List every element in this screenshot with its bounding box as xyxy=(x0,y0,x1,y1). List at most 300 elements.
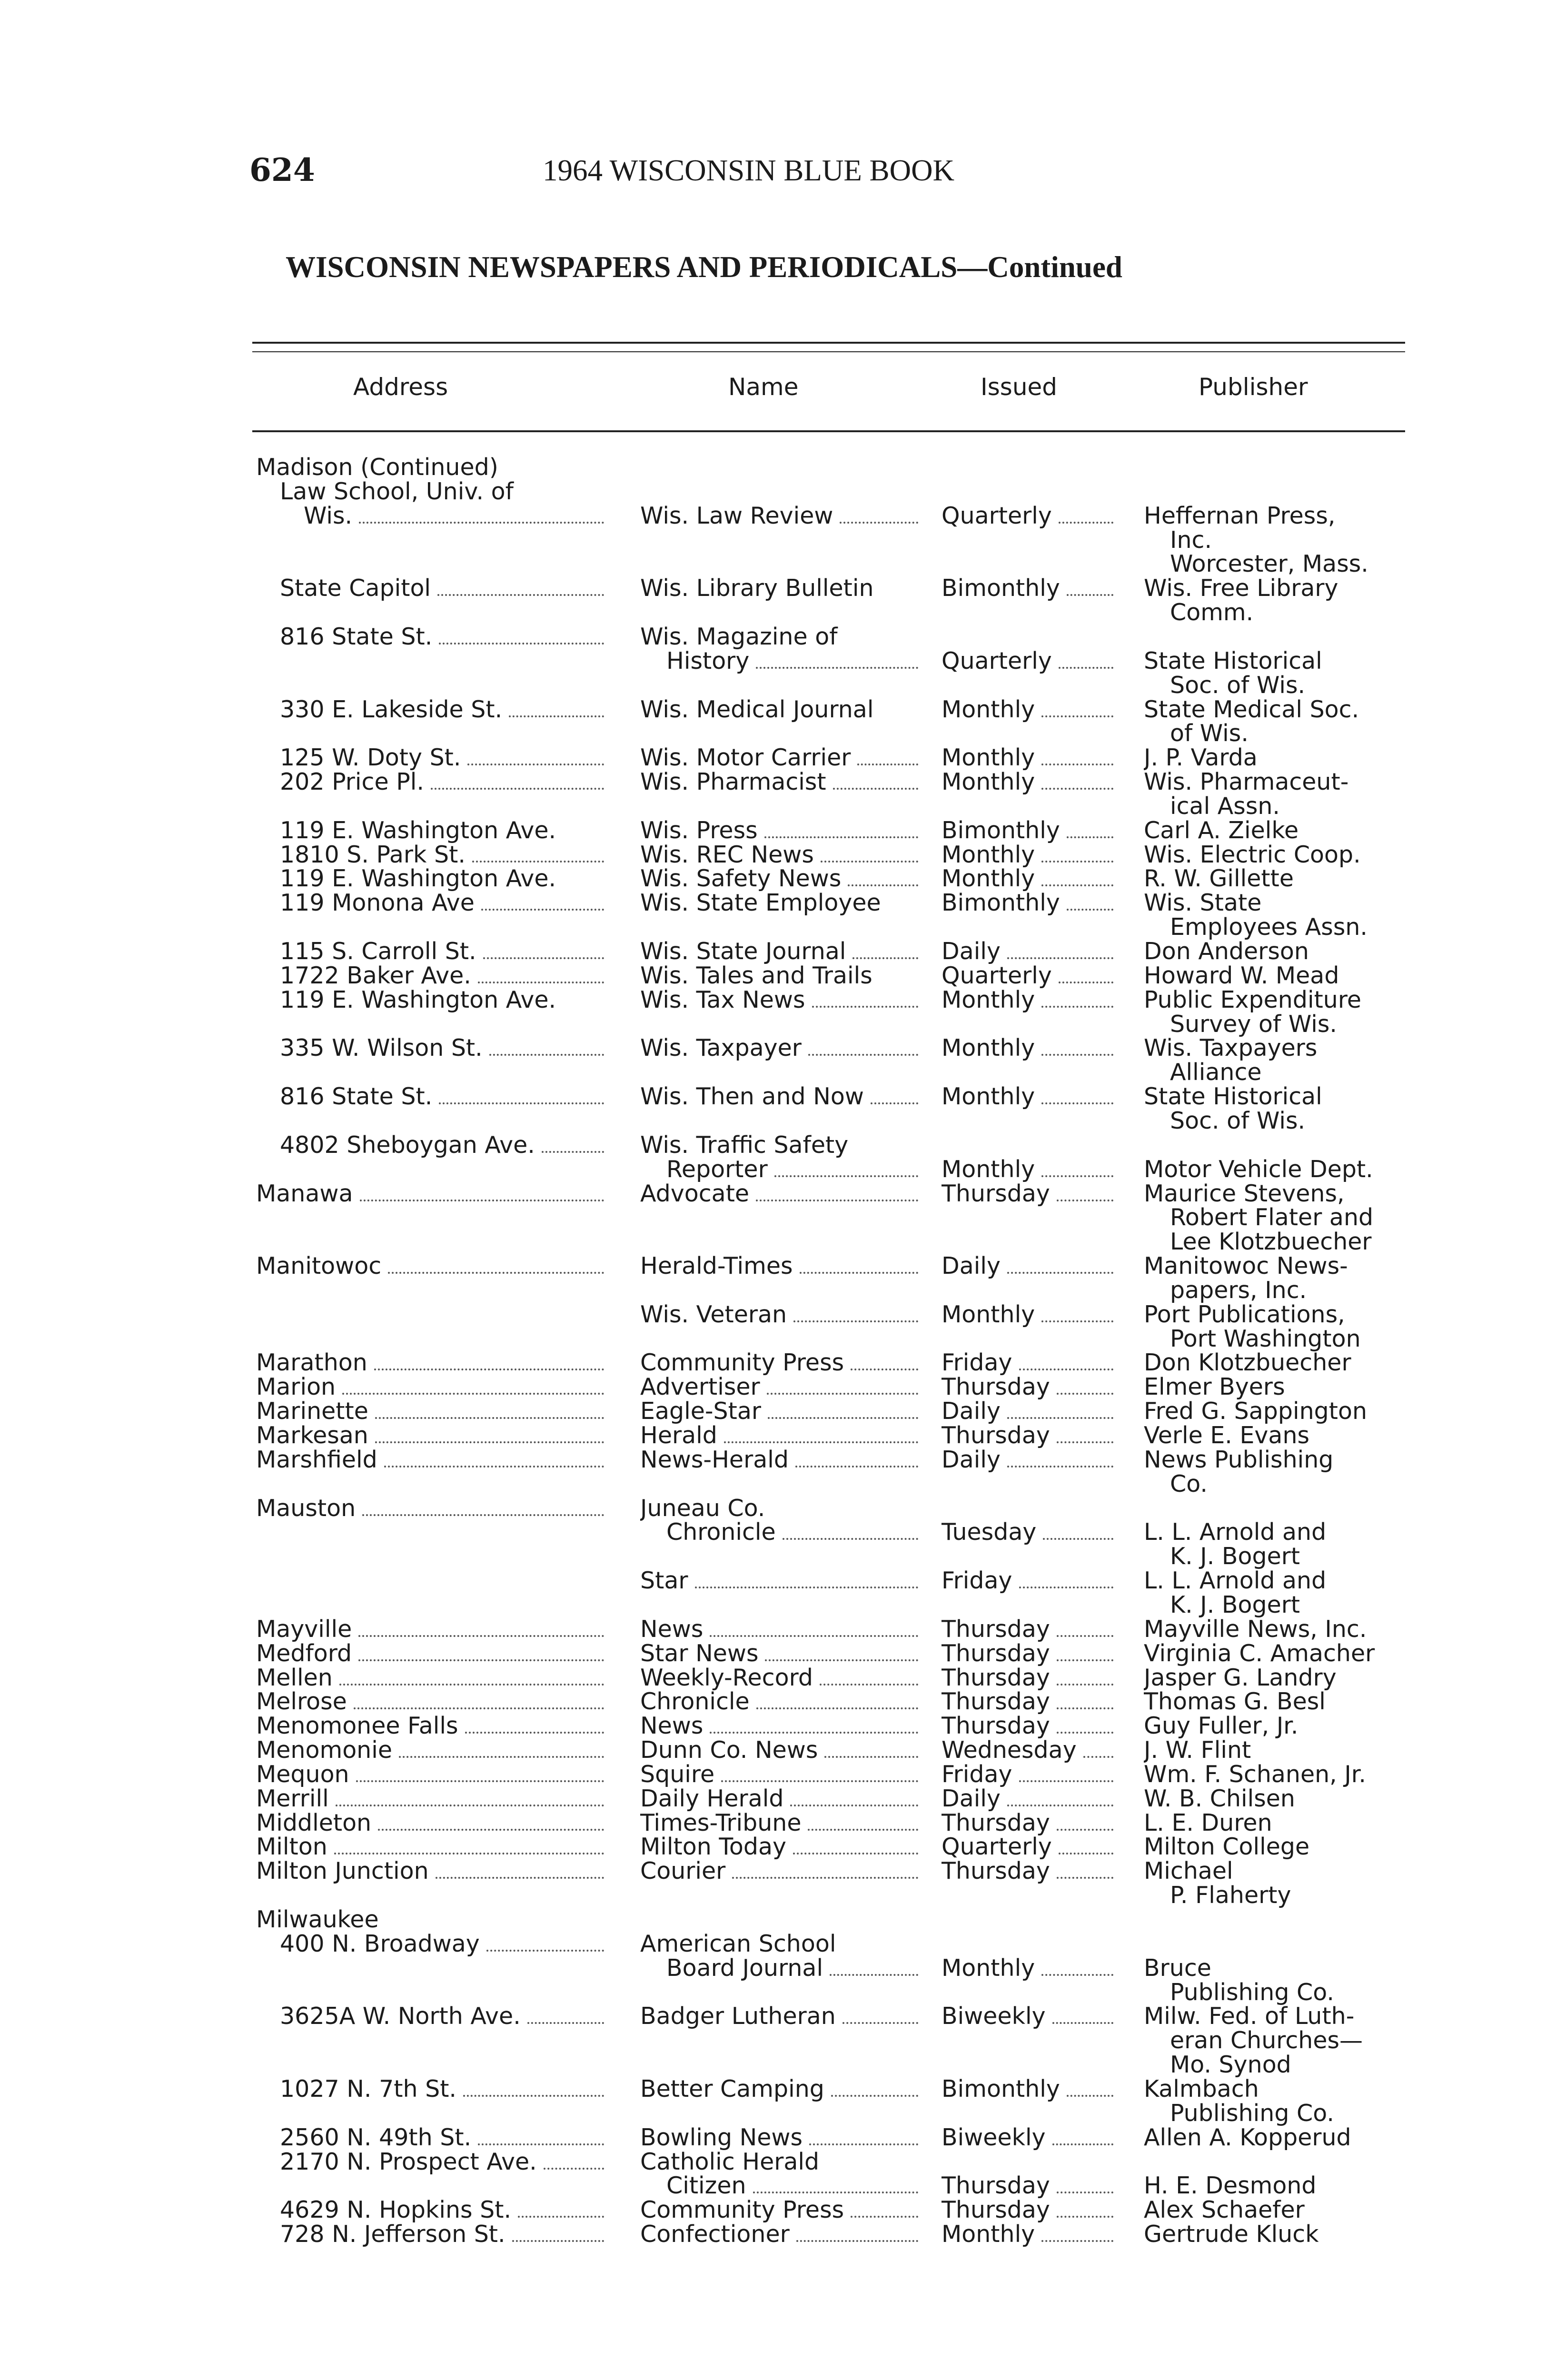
name-cell: Weekly-Record xyxy=(640,1665,921,1691)
name-cell: Citizen xyxy=(666,2173,921,2199)
dot-leader xyxy=(1059,662,1113,669)
dot-leader xyxy=(1007,952,1113,959)
name-cell: Wis. REC News xyxy=(640,842,921,868)
dot-leader xyxy=(1067,2090,1113,2097)
issued-cell: Wednesday xyxy=(941,1737,1116,1763)
dot-leader xyxy=(1041,1098,1113,1104)
dot-leader xyxy=(1059,517,1113,524)
address-cell: Marion xyxy=(256,1374,607,1400)
dot-leader xyxy=(1067,904,1113,911)
dot-leader xyxy=(824,1751,918,1758)
publisher-cell: Soc. of Wis. xyxy=(1170,1108,1306,1134)
issued-cell: Thursday xyxy=(941,1423,1116,1448)
name-cell: News xyxy=(640,1713,921,1739)
publisher-cell: Motor Vehicle Dept. xyxy=(1144,1156,1373,1182)
address-cell: 335 W. Wilson St. xyxy=(280,1035,607,1061)
publisher-cell: Guy Fuller, Jr. xyxy=(1144,1713,1298,1739)
dot-leader xyxy=(800,1267,918,1274)
address-cell: 1810 S. Park St. xyxy=(280,842,607,868)
name-cell: Eagle-Star xyxy=(640,1398,921,1424)
address-cell: State Capitol xyxy=(280,575,607,601)
name-cell: Wis. Safety News xyxy=(640,866,921,892)
name-cell: Star News xyxy=(640,1641,921,1666)
issued-cell: Daily xyxy=(941,1398,1116,1424)
publisher-cell: Elmer Byers xyxy=(1144,1374,1285,1400)
name-cell: Advertiser xyxy=(640,1374,921,1400)
issued-cell: Monthly xyxy=(941,1035,1116,1061)
publisher-cell: L. E. Duren xyxy=(1144,1810,1272,1836)
issued-cell: Monthly xyxy=(941,697,1116,723)
dot-leader xyxy=(790,1800,918,1806)
dot-leader xyxy=(768,1412,918,1419)
name-cell: Dunn Co. News xyxy=(640,1737,921,1763)
issued-cell: Thursday xyxy=(941,1810,1116,1836)
dot-leader xyxy=(1043,1533,1113,1540)
name-cell: Community Press xyxy=(640,1350,921,1376)
page-number: 624 xyxy=(249,151,315,188)
dot-leader xyxy=(852,952,918,959)
dot-leader xyxy=(362,1509,604,1516)
publisher-cell: J. P. Varda xyxy=(1144,745,1258,771)
issued-cell: Thursday xyxy=(941,2173,1116,2199)
dot-leader xyxy=(1052,2139,1113,2145)
publisher-cell: Heffernan Press, xyxy=(1144,503,1336,529)
dot-leader xyxy=(1057,1872,1113,1879)
name-cell: Wis. Traffic Safety xyxy=(640,1132,849,1158)
dot-leader xyxy=(509,711,604,717)
dot-leader xyxy=(833,783,918,790)
dot-leader xyxy=(812,1001,919,1008)
dot-leader xyxy=(542,1146,604,1153)
publisher-cell: Co. xyxy=(1170,1471,1208,1497)
issued-cell: Monthly xyxy=(941,1302,1116,1328)
dot-leader xyxy=(478,2139,604,2145)
publisher-cell: of Wis. xyxy=(1170,721,1249,747)
name-cell: Wis. State Journal xyxy=(640,939,921,964)
publisher-cell: Wis. Free Library xyxy=(1144,575,1338,602)
name-cell: Wis. Taxpayer xyxy=(640,1035,921,1061)
dot-leader xyxy=(1067,589,1113,596)
dot-leader xyxy=(842,2017,918,2024)
name-cell: Star xyxy=(640,1568,921,1594)
publisher-cell: R. W. Gillette xyxy=(1144,866,1294,892)
dot-leader xyxy=(1019,1775,1113,1782)
dot-leader xyxy=(1041,759,1113,765)
name-cell: Wis. Law Review xyxy=(640,503,921,529)
dot-leader xyxy=(1041,1969,1113,1976)
dot-leader xyxy=(1052,2017,1113,2024)
publisher-cell: Milton College xyxy=(1144,1834,1310,1860)
dot-leader xyxy=(831,2090,918,2097)
dot-leader xyxy=(1057,1679,1113,1686)
dot-leader xyxy=(342,1388,604,1395)
dot-leader xyxy=(1041,1049,1113,1056)
address-cell: 2170 N. Prospect Ave. xyxy=(280,2149,607,2175)
address-cell: Law School, Univ. of xyxy=(280,478,514,505)
address-cell: 4802 Sheboygan Ave. xyxy=(280,1132,607,1158)
address-cell: 2560 N. 49th St. xyxy=(280,2125,607,2151)
address-cell: Mequon xyxy=(256,1762,607,1787)
publisher-cell: W. B. Chilsen xyxy=(1144,1785,1295,1812)
dot-leader xyxy=(695,1582,919,1588)
publisher-cell: ical Assn. xyxy=(1170,793,1280,819)
publisher-cell: Bruce xyxy=(1144,1955,1211,1981)
address-cell: 1027 N. 7th St. xyxy=(280,2076,607,2102)
name-cell: Catholic Herald xyxy=(640,2149,820,2175)
publisher-cell: Don Klotzbuecher xyxy=(1144,1350,1351,1376)
publisher-cell: Inc. xyxy=(1170,527,1212,553)
column-header-name: Name xyxy=(728,373,799,401)
dot-leader xyxy=(465,1727,604,1734)
issued-cell: Thursday xyxy=(941,1374,1116,1400)
issued-cell: Monthly xyxy=(941,1955,1116,1981)
dot-leader xyxy=(796,2235,918,2242)
name-cell: Herald xyxy=(640,1423,921,1448)
issued-cell: Daily xyxy=(941,1253,1116,1279)
publisher-cell: Soc. of Wis. xyxy=(1170,672,1306,698)
publisher-cell: Manitowoc News- xyxy=(1144,1253,1348,1279)
dot-leader xyxy=(483,952,604,959)
dot-leader xyxy=(1019,1364,1113,1370)
column-header-publisher: Publisher xyxy=(1199,373,1308,401)
issued-cell: Daily xyxy=(941,1786,1116,1812)
dot-leader xyxy=(840,517,918,524)
name-cell: Wis. Then and Now xyxy=(640,1084,921,1110)
dot-leader xyxy=(793,1316,918,1322)
publisher-cell: Jasper G. Landry xyxy=(1144,1665,1337,1691)
dot-leader xyxy=(851,2211,918,2218)
address-cell: Manitowoc xyxy=(256,1253,607,1279)
dot-leader xyxy=(1041,880,1113,886)
dot-leader xyxy=(732,1872,918,1879)
address-cell: 119 E. Washington Ave. xyxy=(280,817,556,843)
name-cell: Wis. Tax News xyxy=(640,987,921,1013)
publisher-cell: State Historical xyxy=(1144,648,1322,674)
dot-leader xyxy=(848,880,918,886)
issued-cell: Bimonthly xyxy=(941,2076,1116,2102)
publisher-cell: Virginia C. Amacher xyxy=(1144,1640,1375,1666)
name-cell: Better Camping xyxy=(640,2076,921,2102)
address-cell: Milton xyxy=(256,1834,607,1860)
publisher-cell: Wis. Taxpayers xyxy=(1144,1035,1318,1061)
issued-cell: Quarterly xyxy=(941,503,1116,529)
name-cell: Wis. Motor Carrier xyxy=(640,745,921,771)
dot-leader xyxy=(1057,2211,1113,2218)
name-cell: Badger Lutheran xyxy=(640,2003,921,2029)
address-cell: 4629 N. Hopkins St. xyxy=(280,2197,607,2223)
address-cell: 119 Monona Ave xyxy=(280,890,607,916)
publisher-cell: Carl A. Zielke xyxy=(1144,817,1299,843)
name-cell: Confectioner xyxy=(640,2221,921,2247)
publisher-cell: Port Publications, xyxy=(1144,1301,1345,1328)
publisher-cell: Maurice Stevens, xyxy=(1144,1180,1345,1207)
publisher-cell: State Historical xyxy=(1144,1084,1322,1110)
publisher-cell: Wis. Electric Coop. xyxy=(1144,842,1361,868)
address-cell: 330 E. Lakeside St. xyxy=(280,697,607,723)
dot-leader xyxy=(378,1824,604,1831)
publisher-cell: News Publishing xyxy=(1144,1447,1334,1473)
dot-leader xyxy=(437,589,604,596)
address-cell: 125 W. Doty St. xyxy=(280,745,607,771)
dot-leader xyxy=(721,1775,918,1782)
dot-leader xyxy=(1083,1751,1113,1758)
address-cell: Mellen xyxy=(256,1665,607,1691)
dot-leader xyxy=(518,2211,604,2218)
address-cell: Mayville xyxy=(256,1616,607,1642)
dot-leader xyxy=(360,1195,605,1201)
publisher-cell: J. W. Flint xyxy=(1144,1737,1251,1764)
address-cell: Merrill xyxy=(256,1786,607,1812)
issued-cell: Monthly xyxy=(941,1157,1116,1182)
dot-leader xyxy=(356,1775,604,1782)
name-cell: Bowling News xyxy=(640,2125,921,2151)
dot-leader xyxy=(767,1388,918,1395)
publisher-cell: Fred G. Sappington xyxy=(1144,1398,1367,1425)
dot-leader xyxy=(724,1437,918,1443)
publisher-cell: H. E. Desmond xyxy=(1144,2173,1317,2199)
issued-cell: Quarterly xyxy=(941,648,1116,674)
dot-leader xyxy=(1041,856,1113,863)
dot-leader xyxy=(1057,1630,1113,1637)
name-cell: Chronicle xyxy=(640,1689,921,1715)
dot-leader xyxy=(1007,1461,1113,1468)
dot-leader xyxy=(399,1751,604,1758)
dot-leader xyxy=(486,1945,604,1952)
dot-leader xyxy=(764,832,918,838)
name-cell: Chronicle xyxy=(666,1519,921,1545)
dot-leader xyxy=(467,759,604,765)
dot-leader xyxy=(1067,832,1113,838)
address-cell: 1722 Baker Ave. xyxy=(280,963,607,989)
dot-leader xyxy=(820,1679,918,1686)
name-cell: Wis. Library Bulletin xyxy=(640,575,874,602)
issued-cell: Friday xyxy=(941,1762,1116,1787)
issued-cell: Monthly xyxy=(941,866,1116,892)
address-cell: 3625A W. North Ave. xyxy=(280,2003,607,2029)
dot-leader xyxy=(358,1655,604,1661)
address-cell: 115 S. Carroll St. xyxy=(280,939,607,964)
dot-leader xyxy=(793,1848,918,1854)
dot-leader xyxy=(463,2090,604,2097)
dot-leader xyxy=(1041,1316,1113,1322)
dot-leader xyxy=(1041,783,1113,790)
address-cell: Manawa xyxy=(256,1181,607,1207)
issued-cell: Daily xyxy=(941,1447,1116,1473)
dot-leader xyxy=(1057,1195,1113,1201)
issued-cell: Bimonthly xyxy=(941,818,1116,843)
issued-cell: Thursday xyxy=(941,1689,1116,1715)
address-cell: 816 State St. xyxy=(280,624,607,650)
name-cell: Community Press xyxy=(640,2197,921,2223)
name-cell: Courier xyxy=(640,1858,921,1884)
name-cell: Wis. Veteran xyxy=(640,1302,921,1328)
publisher-cell: Alliance xyxy=(1170,1060,1262,1086)
publisher-cell: Wis. State xyxy=(1144,890,1262,916)
dot-leader xyxy=(439,1098,604,1104)
address-cell: 400 N. Broadway xyxy=(280,1931,607,1957)
name-cell: Wis. Tales and Trails xyxy=(640,962,872,989)
book-title: 1964 WISCONSIN BLUE BOOK xyxy=(543,154,955,187)
publisher-cell: Alex Schaefer xyxy=(1144,2197,1305,2223)
dot-leader xyxy=(1019,1582,1113,1588)
address-cell: Wis. xyxy=(304,503,607,529)
column-header-address: Address xyxy=(353,373,448,401)
dot-leader xyxy=(1057,1824,1113,1831)
publisher-cell: Lee Klotzbuecher xyxy=(1170,1229,1372,1255)
issued-cell: Monthly xyxy=(941,745,1116,771)
issued-cell: Thursday xyxy=(941,1181,1116,1207)
issued-cell: Tuesday xyxy=(941,1519,1116,1545)
name-cell: Wis. Magazine of xyxy=(640,624,838,650)
address-cell: Marathon xyxy=(256,1350,607,1376)
publisher-cell: Milw. Fed. of Luth- xyxy=(1144,2003,1355,2030)
name-cell: History xyxy=(666,648,921,674)
name-cell: Squire xyxy=(640,1762,921,1787)
dot-leader xyxy=(384,1461,604,1468)
publisher-cell: K. J. Bogert xyxy=(1170,1592,1300,1618)
publisher-cell: Worcester, Mass. xyxy=(1170,551,1368,577)
dot-leader xyxy=(765,1655,918,1661)
issued-cell: Bimonthly xyxy=(941,890,1116,916)
name-cell: Reporter xyxy=(666,1157,921,1182)
issued-cell: Thursday xyxy=(941,2197,1116,2223)
address-cell: 202 Price Pl. xyxy=(280,769,607,795)
dot-leader xyxy=(871,1098,918,1104)
address-cell: 728 N. Jefferson St. xyxy=(280,2221,607,2247)
dot-leader xyxy=(1057,1388,1113,1395)
dot-leader xyxy=(1057,2187,1113,2193)
dot-leader xyxy=(1057,1437,1113,1443)
dot-leader xyxy=(1007,1267,1113,1274)
name-cell: American School xyxy=(640,1931,836,1957)
publisher-cell: Robert Flater and xyxy=(1170,1205,1374,1231)
dot-leader xyxy=(512,2235,604,2242)
publisher-cell: L. L. Arnold and xyxy=(1144,1568,1327,1594)
name-cell: Wis. Pharmacist xyxy=(640,769,921,795)
issued-cell: Daily xyxy=(941,939,1116,964)
publisher-cell: Publishing Co. xyxy=(1170,1979,1334,2005)
dot-leader xyxy=(544,2163,604,2170)
publisher-cell: Public Expenditure xyxy=(1144,987,1362,1013)
name-cell: Milton Today xyxy=(640,1834,921,1860)
publisher-cell: K. J. Bogert xyxy=(1170,1544,1300,1570)
issued-cell: Thursday xyxy=(941,1858,1116,1884)
dot-leader xyxy=(710,1630,918,1637)
name-cell: Juneau Co. xyxy=(640,1495,765,1521)
issued-cell: Thursday xyxy=(941,1665,1116,1691)
publisher-cell: Gertrude Kluck xyxy=(1144,2221,1319,2248)
issued-cell: Monthly xyxy=(941,842,1116,868)
address-cell: Milwaukee xyxy=(256,1907,379,1933)
dot-leader xyxy=(358,1630,604,1637)
address-cell: Menomonee Falls xyxy=(256,1713,607,1739)
dot-leader xyxy=(481,904,604,911)
dot-leader xyxy=(809,2139,918,2145)
address-cell: Milton Junction xyxy=(256,1858,607,1884)
address-cell: 816 State St. xyxy=(280,1084,607,1110)
dot-leader xyxy=(374,1364,604,1370)
dot-leader xyxy=(1007,1412,1113,1419)
dot-leader xyxy=(808,1824,918,1831)
issued-cell: Friday xyxy=(941,1568,1116,1594)
name-cell: Wis. State Employee xyxy=(640,890,881,916)
address-cell: Melrose xyxy=(256,1689,607,1715)
dot-leader xyxy=(334,1848,604,1854)
dot-leader xyxy=(1057,1655,1113,1661)
issued-cell: Monthly xyxy=(941,1084,1116,1110)
address-cell: 119 E. Washington Ave. xyxy=(280,866,556,892)
issued-cell: Biweekly xyxy=(941,2003,1116,2029)
dot-leader xyxy=(1057,1703,1113,1709)
dot-leader xyxy=(478,977,604,983)
publisher-cell: Michael xyxy=(1144,1858,1233,1884)
name-cell: Wis. Press xyxy=(640,818,921,843)
dot-leader xyxy=(851,1364,918,1370)
dot-leader xyxy=(359,517,604,524)
address-cell: Medford xyxy=(256,1641,607,1666)
issued-cell: Thursday xyxy=(941,1616,1116,1642)
name-cell: Times-Tribune xyxy=(640,1810,921,1836)
publisher-cell: Don Anderson xyxy=(1144,939,1309,964)
publisher-cell: Port Washington xyxy=(1170,1326,1361,1352)
dot-leader xyxy=(783,1533,918,1540)
dot-leader xyxy=(756,1195,918,1201)
dot-leader xyxy=(375,1437,604,1443)
publisher-cell: Survey of Wis. xyxy=(1170,1011,1337,1037)
name-cell: Herald-Times xyxy=(640,1253,921,1279)
issued-cell: Quarterly xyxy=(941,963,1116,989)
dot-leader xyxy=(1041,2235,1113,2242)
issued-cell: Friday xyxy=(941,1350,1116,1376)
dot-leader xyxy=(431,783,604,790)
issued-cell: Thursday xyxy=(941,1641,1116,1666)
issued-cell: Biweekly xyxy=(941,2125,1116,2151)
dot-leader xyxy=(756,1703,918,1709)
dot-leader xyxy=(1041,1170,1113,1177)
issued-cell: Thursday xyxy=(941,1713,1116,1739)
dot-leader xyxy=(830,1969,918,1976)
column-header-issued: Issued xyxy=(981,373,1058,401)
dot-leader xyxy=(756,662,918,669)
dot-leader xyxy=(857,759,918,765)
publisher-cell: Wm. F. Schanen, Jr. xyxy=(1144,1761,1367,1787)
dot-leader xyxy=(1007,1800,1113,1806)
dot-leader xyxy=(753,2187,918,2193)
issued-cell: Monthly xyxy=(941,769,1116,795)
dot-leader xyxy=(436,1872,604,1879)
name-cell: Daily Herald xyxy=(640,1786,921,1812)
dot-leader xyxy=(388,1267,604,1274)
dot-leader xyxy=(710,1727,918,1734)
publisher-cell: Employees Assn. xyxy=(1170,914,1368,941)
publisher-cell: Allen A. Kopperud xyxy=(1144,2124,1351,2151)
dot-leader xyxy=(1041,711,1113,717)
issued-cell: Monthly xyxy=(941,2221,1116,2247)
name-cell: Wis. Medical Journal xyxy=(640,696,874,723)
address-cell: Mauston xyxy=(256,1496,607,1521)
dot-leader xyxy=(339,1679,604,1686)
address-cell: Marinette xyxy=(256,1398,607,1424)
address-cell: 119 E. Washington Ave. xyxy=(280,987,556,1013)
publisher-cell: Verle E. Evans xyxy=(1144,1423,1310,1448)
publisher-cell: Mo. Synod xyxy=(1170,2052,1291,2078)
dot-leader xyxy=(1041,1001,1113,1008)
name-cell: Advocate xyxy=(640,1181,921,1207)
address-cell: Middleton xyxy=(256,1810,607,1836)
address-cell: Markesan xyxy=(256,1423,607,1448)
issued-cell: Quarterly xyxy=(941,1834,1116,1860)
dot-leader xyxy=(527,2017,604,2024)
